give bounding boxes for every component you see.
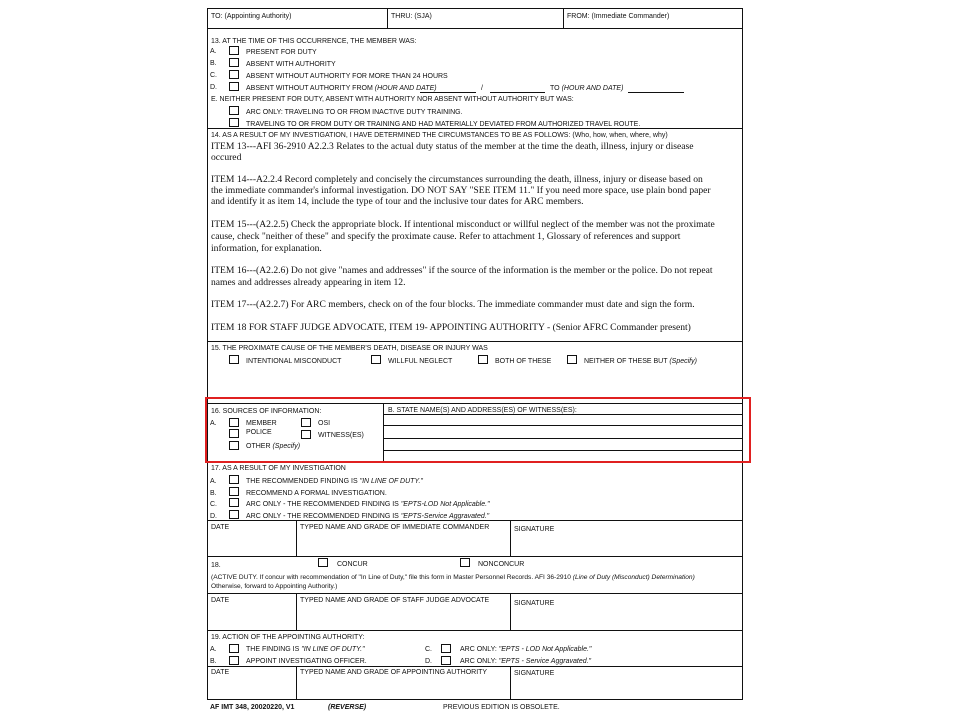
witness-label: WITNESS(ES) (318, 432, 364, 439)
finding-lod-checkbox[interactable] (229, 644, 239, 653)
arc-travel-checkbox[interactable] (229, 106, 239, 115)
awol-from-label: ABSENT WITHOUT AUTHORITY FROM (HOUR AND DATE) (246, 85, 437, 92)
arc-lod-na-label: ARC ONLY: "EPTS - LOD Not Applicable." (460, 646, 592, 653)
neither-of-these-checkbox[interactable] (567, 355, 577, 364)
instruction-line: information, for explanation. (211, 243, 322, 254)
recommend-lod-checkbox[interactable] (229, 475, 239, 484)
both-of-these-checkbox[interactable] (478, 355, 488, 364)
header-divider (563, 8, 564, 28)
both-of-these-label: BOTH OF THESE (495, 358, 552, 365)
row-divider (207, 630, 743, 631)
item-letter: C. (210, 72, 217, 79)
deviated-route-checkbox[interactable] (229, 118, 239, 127)
present-for-duty-checkbox[interactable] (229, 46, 239, 55)
nonconcur-label: NONCONCUR (478, 561, 525, 568)
present-for-duty-label: PRESENT FOR DUTY (246, 49, 317, 56)
item-letter: D. (425, 658, 432, 665)
active-duty-note: Otherwise, forward to Appointing Authority.) (211, 583, 338, 590)
deviated-route-label: TRAVELING TO OR FROM DUTY OR TRAINING AND HAD MATERIALLY DEVIATED FROM AUTHORIZED TRAVEL ROUTE. (246, 121, 641, 128)
instruction-line: ITEM 17---(A2.2.7) For ARC members, check on of the four blocks. The immediate commander must date and sign the form. (211, 299, 695, 310)
item-letter: A. (210, 646, 217, 653)
concur-label: CONCUR (337, 561, 368, 568)
item-letter: B. (210, 490, 217, 497)
osi-label: OSI (318, 420, 331, 427)
arc-lod-na-checkbox[interactable] (229, 498, 239, 507)
row-divider (207, 593, 743, 594)
to-date-line[interactable] (628, 92, 684, 93)
signature-label: SIGNATURE (514, 600, 555, 607)
instruction-line: ITEM 13---AFI 36-2910 A2.2.3 Relates to the actual duty status of the member at the time the death, illness, injury or disease (211, 141, 694, 152)
specify-hint: (Specify) (272, 443, 301, 450)
section-18-title: 18. (211, 562, 221, 569)
instruction-line: names and addresses already appearing in item 12. (211, 277, 406, 288)
other-label: OTHER (Specify) (246, 443, 301, 450)
absent-with-authority-label: ABSENT WITH AUTHORITY (246, 61, 336, 68)
section-16-title: 16. SOURCES OF INFORMATION: (211, 408, 322, 415)
awol-from-checkbox[interactable] (229, 82, 239, 91)
specify-hint: (Specify) (669, 358, 697, 365)
awol-24h-checkbox[interactable] (229, 70, 239, 79)
row-divider (207, 128, 743, 129)
instruction-line: ITEM 14---A2.2.4 Record completely and concisely the circumstances surrounding the death, illness, injury or disease based on (211, 174, 703, 185)
signature-label: SIGNATURE (514, 670, 555, 677)
form-id: AF IMT 348, 20020220, V1 (210, 704, 295, 711)
finding-lod-label: THE FINDING IS "IN LINE OF DUTY." (246, 646, 365, 653)
row-divider (207, 28, 743, 29)
item-letter: A. (210, 48, 217, 55)
instruction-line: ITEM 16---(A2.2.6) Do not give "names and addresses" if the source of the information is the member or the police. Do not repeat (211, 265, 713, 276)
section-19-title: 19. ACTION OF THE APPOINTING AUTHORITY: (211, 634, 365, 641)
afi-reference: (Line of Duty (Misconduct) Determination) (572, 574, 695, 581)
instruction-line: and identify it as item 14, include the type of tour and the inclusive tour dates for ARC members. (211, 196, 584, 207)
formal-investigation-label: RECOMMEND A FORMAL INVESTIGATION. (246, 490, 387, 497)
recommend-lod-label: THE RECOMMENDED FINDING IS "IN LINE OF DUTY." (246, 478, 423, 485)
instruction-line: ITEM 18 FOR STAFF JUDGE ADVOCATE, ITEM 19- APPOINTING AUTHORITY - (Senior AFRC Commander present) (211, 322, 691, 333)
row-divider (207, 666, 743, 667)
date-separator: / (481, 85, 483, 92)
from-hour-line[interactable] (490, 92, 545, 93)
item-letter: B. (210, 658, 217, 665)
arc-lod-na-checkbox[interactable] (441, 644, 451, 653)
signature-label: SIGNATURE (514, 526, 555, 533)
finding-text: "IN LINE OF DUTY." (301, 646, 365, 653)
section-17-title: 17. AS A RESULT OF MY INVESTIGATION (211, 465, 346, 472)
signature-row-divider (510, 666, 511, 700)
header-divider (387, 8, 388, 28)
date-field-label: DATE (211, 669, 230, 676)
hour-date-hint: (HOUR AND DATE) (374, 85, 437, 92)
willful-neglect-label: WILLFUL NEGLECT (388, 358, 453, 365)
section-15-title: 15. THE PROXIMATE CAUSE OF THE MEMBER'S DEATH, DISEASE OR INJURY WAS (211, 345, 488, 352)
arc-travel-label: ARC ONLY: TRAVELING TO OR FROM INACTIVE DUTY TRAINING. (246, 109, 463, 116)
signature-row-divider (296, 593, 297, 630)
item-letter: A. (210, 478, 217, 485)
arc-service-aggravated-checkbox[interactable] (441, 656, 451, 665)
date-field-label: DATE (211, 524, 230, 531)
formal-investigation-checkbox[interactable] (229, 487, 239, 496)
commander-name-label: TYPED NAME AND GRADE OF IMMEDIATE COMMANDER (300, 524, 490, 531)
instruction-line: the immediate commander's informal investigation. DO NOT SAY "SEE ITEM 11." If you need more space, use plain bond paper (211, 185, 711, 196)
signature-row-divider (510, 520, 511, 556)
arc-lod-na-label: ARC ONLY - THE RECOMMENDED FINDING IS "EPTS-LOD Not Applicable." (246, 501, 490, 508)
row-divider (207, 341, 743, 342)
appoint-io-label: APPOINT INVESTIGATING OFFICER. (246, 658, 367, 665)
item-letter: A. (210, 420, 217, 427)
neither-of-these-label: NEITHER OF THESE BUT (Specify) (584, 358, 697, 365)
intentional-misconduct-label: INTENTIONAL MISCONDUCT (246, 358, 342, 365)
section-13-title: 13. AT THE TIME OF THIS OCCURRENCE, THE MEMBER WAS: (211, 38, 417, 45)
instruction-line: occured (211, 152, 242, 163)
absent-with-authority-checkbox[interactable] (229, 58, 239, 67)
witness-names-title: B. STATE NAME(S) AND ADDRESS(ES) OF WITNESS(ES): (388, 407, 577, 414)
appointing-authority-name-label: TYPED NAME AND GRADE OF APPOINTING AUTHORITY (300, 669, 488, 676)
previous-edition-note: PREVIOUS EDITION IS OBSOLETE. (443, 704, 560, 711)
finding-text: "EPTS-Service Aggravated." (400, 513, 490, 520)
item-letter: D. (210, 84, 217, 91)
active-duty-note: (ACTIVE DUTY. If concur with recommendation of "In Line of Duty," file this form in Master Personnel Records. AFI 36-2910 (Line of Duty (Misconduct) Determination) (211, 574, 695, 581)
instruction-line: cause, check "neither of these" and specify the proximate cause. Refer to attachment 1, Glossary of references and support (211, 231, 681, 242)
police-label: POLICE (246, 429, 272, 436)
section-14-title: 14. AS A RESULT OF MY INVESTIGATION, I HAVE DETERMINED THE CIRCUMSTANCES TO BE AS FOLLOWS: (Who, how, when, where, why) (211, 132, 668, 139)
arc-service-aggravated-label: ARC ONLY - THE RECOMMENDED FINDING IS "EPTS-Service Aggravated." (246, 513, 490, 520)
hour-date-hint: (HOUR AND DATE) (561, 85, 624, 92)
sja-name-label: TYPED NAME AND GRADE OF STAFF JUDGE ADVOCATE (300, 597, 490, 604)
to-field-label: TO: (Appointing Authority) (211, 13, 292, 20)
item-letter: C. (210, 501, 217, 508)
signature-row-divider (510, 593, 511, 630)
finding-text: "EPTS - LOD Not Applicable." (498, 646, 592, 653)
item-letter: D. (210, 513, 217, 520)
awol-24h-label: ABSENT WITHOUT AUTHORITY FOR MORE THAN 24 HOURS (246, 73, 448, 80)
row-divider (207, 520, 743, 521)
finding-text: "EPTS - Service Aggravated." (498, 658, 592, 665)
item-letter: B. (210, 60, 217, 67)
to-label: TO (HOUR AND DATE) (550, 85, 624, 92)
appoint-io-checkbox[interactable] (229, 656, 239, 665)
nonconcur-checkbox[interactable] (460, 558, 470, 567)
highlight-box (205, 397, 751, 463)
instruction-line: ITEM 15---(A2.2.5) Check the appropriate block. If intentional misconduct or willful neglect of the member was not the proximate (211, 219, 715, 230)
arc-service-aggravated-checkbox[interactable] (229, 510, 239, 519)
neither-present-label: E. NEITHER PRESENT FOR DUTY, ABSENT WITH AUTHORITY NOR ABSENT WITHOUT AUTHORITY BUT WAS: (211, 96, 574, 103)
item-letter: C. (425, 646, 432, 653)
thru-field-label: THRU: (SJA) (391, 13, 432, 20)
from-date-line[interactable] (420, 92, 476, 93)
intentional-misconduct-checkbox[interactable] (229, 355, 239, 364)
member-label: MEMBER (246, 420, 277, 427)
from-field-label: FROM: (Immediate Commander) (567, 13, 670, 20)
finding-text: "EPTS-LOD Not Applicable." (400, 501, 490, 508)
concur-checkbox[interactable] (318, 558, 328, 567)
willful-neglect-checkbox[interactable] (371, 355, 381, 364)
arc-service-aggravated-label: ARC ONLY: "EPTS - Service Aggravated." (460, 658, 592, 665)
reverse-label: (REVERSE) (328, 704, 367, 711)
signature-row-divider (296, 520, 297, 556)
row-divider (207, 556, 743, 557)
signature-row-divider (296, 666, 297, 700)
date-field-label: DATE (211, 597, 230, 604)
finding-text: "IN LINE OF DUTY." (359, 478, 423, 485)
